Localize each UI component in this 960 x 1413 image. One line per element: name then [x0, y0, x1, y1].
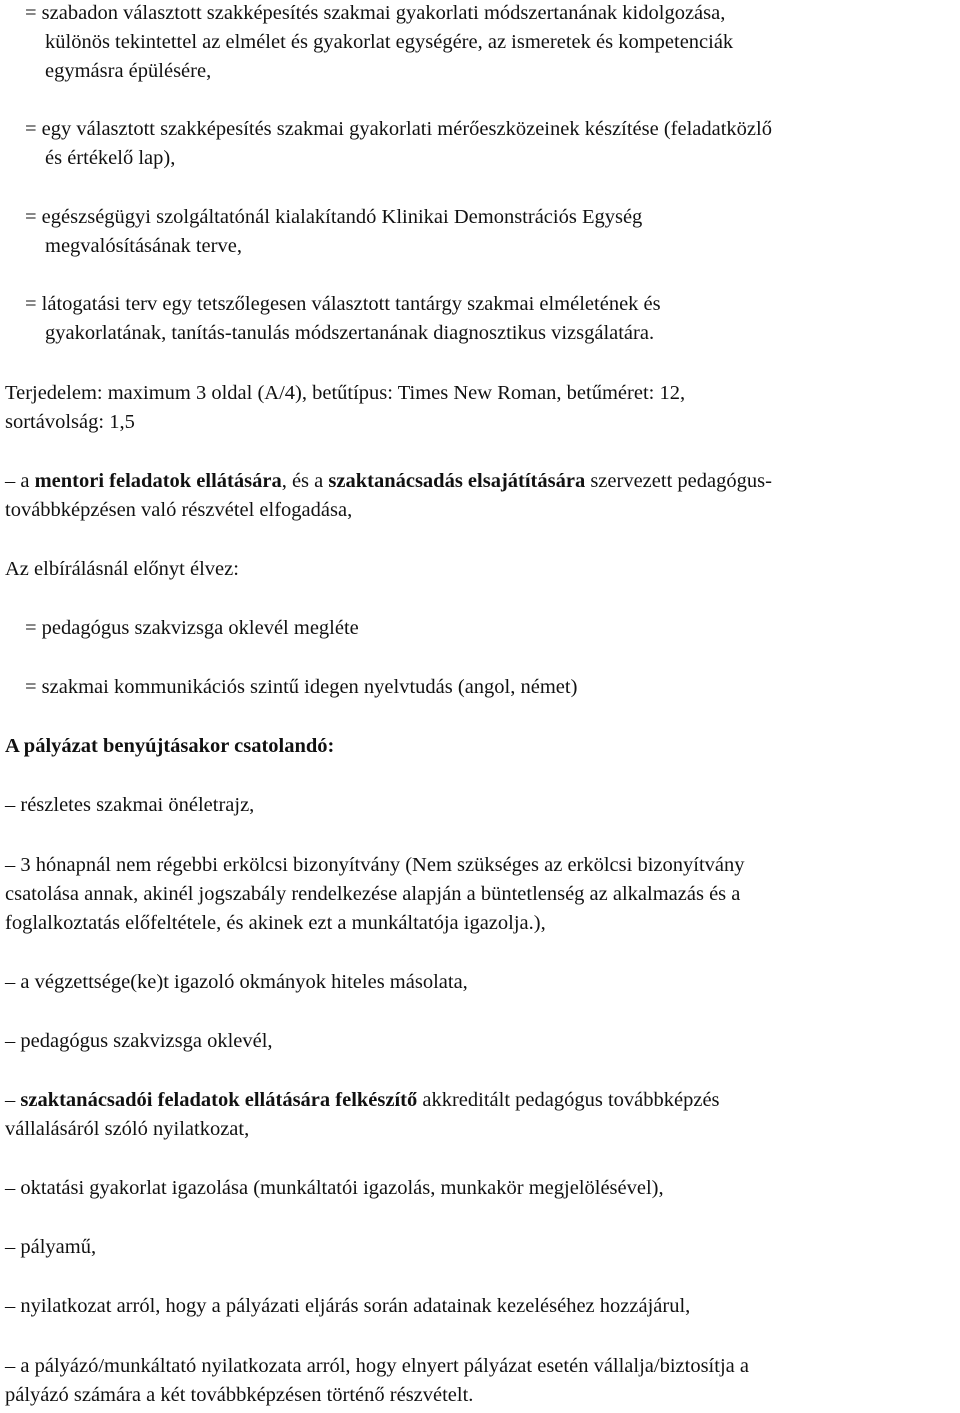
- bold-text: mentori feladatok ellátására: [34, 470, 282, 492]
- text-line: megvalósításának terve,: [45, 235, 242, 257]
- text-line: = pedagógus szakvizsga oklevél megléte: [25, 617, 359, 639]
- bold-text: szaktanácsadás elsajátítására: [328, 470, 586, 492]
- text-line: és értékelő lap),: [45, 147, 176, 169]
- text-line: csatolása annak, akinél jogszabály rendelkezése alapján a büntetlenség az alkalmazás és a: [5, 883, 741, 905]
- text-line: – részletes szakmai önéletrajz,: [5, 794, 255, 816]
- text-run: , és a: [281, 470, 329, 492]
- bold-text: szaktanácsadói feladatok ellátására felkészítő: [20, 1089, 418, 1111]
- text-line: egymásra épülésére,: [45, 60, 212, 82]
- text-run: akkreditált pedagógus továbbképzés: [417, 1089, 720, 1111]
- text-line: foglalkoztatás előfeltétele, és akinek ezt a munkáltatója igazolja.),: [5, 912, 546, 934]
- bold-text: A pályázat benyújtásakor csatolandó:: [5, 735, 335, 757]
- text-line: gyakorlatának, tanítás-tanulás módszertanának diagnosztikus vizsgálatára.: [45, 322, 655, 344]
- text-line: sortávolság: 1,5: [5, 411, 135, 433]
- text-line: [5, 1086, 957, 1115]
- text-line: [5, 467, 957, 496]
- text-line: vállalásáról szóló nyilatkozat,: [5, 1118, 250, 1140]
- text-line: = egy választott szakképesítés szakmai gyakorlati mérőeszközeinek készítése (feladatközlő: [25, 118, 772, 140]
- text-line: = látogatási terv egy tetszőlegesen választott tantárgy szakmai elméletének és: [25, 293, 661, 315]
- text-line: – a végzettsége(ke)t igazoló okmányok hiteles másolata,: [5, 971, 468, 993]
- text-line: – a pályázó/munkáltató nyilatkozata arról, hogy elnyert pályázat esetén vállalja/biztosítja a: [5, 1355, 749, 1377]
- text-line: – oktatási gyakorlat igazolása (munkáltatói igazolás, munkakör megjelölésével),: [5, 1177, 664, 1199]
- text-line: – 3 hónapnál nem régebbi erkölcsi bizonyítvány (Nem szükséges az erkölcsi bizonyítvány: [5, 854, 745, 876]
- text-line: = szabadon választott szakképesítés szakmai gyakorlati módszertanának kidolgozása,: [25, 2, 726, 24]
- text-line: továbbképzésen való részvétel elfogadása,: [5, 499, 353, 521]
- text-run: – a: [5, 470, 35, 492]
- text-run: szervezett pedagógus-: [585, 470, 772, 492]
- text-line: Az elbírálásnál előnyt élvez:: [5, 558, 239, 580]
- text-line: különös tekintettel az elmélet és gyakorlat egységére, az ismeretek és kompetenciák: [45, 31, 734, 53]
- text-line: – pedagógus szakvizsga oklevél,: [5, 1030, 273, 1052]
- text-line: – nyilatkozat arról, hogy a pályázati eljárás során adatainak kezeléséhez hozzájárul,: [5, 1295, 691, 1317]
- text-line: pályázó számára a két továbbképzésen történő részvételt.: [5, 1384, 474, 1406]
- section-heading: [5, 732, 957, 761]
- text-line: – pályamű,: [5, 1236, 97, 1258]
- text-line: Terjedelem: maximum 3 oldal (A/4), betűtípus: Times New Roman, betűméret: 12,: [5, 382, 686, 404]
- text-line: = egészségügyi szolgáltatónál kialakítandó Klinikai Demonstrációs Egység: [25, 206, 643, 228]
- text-line: = szakmai kommunikációs szintű idegen nyelvtudás (angol, német): [25, 676, 578, 698]
- text-run: –: [5, 1089, 21, 1111]
